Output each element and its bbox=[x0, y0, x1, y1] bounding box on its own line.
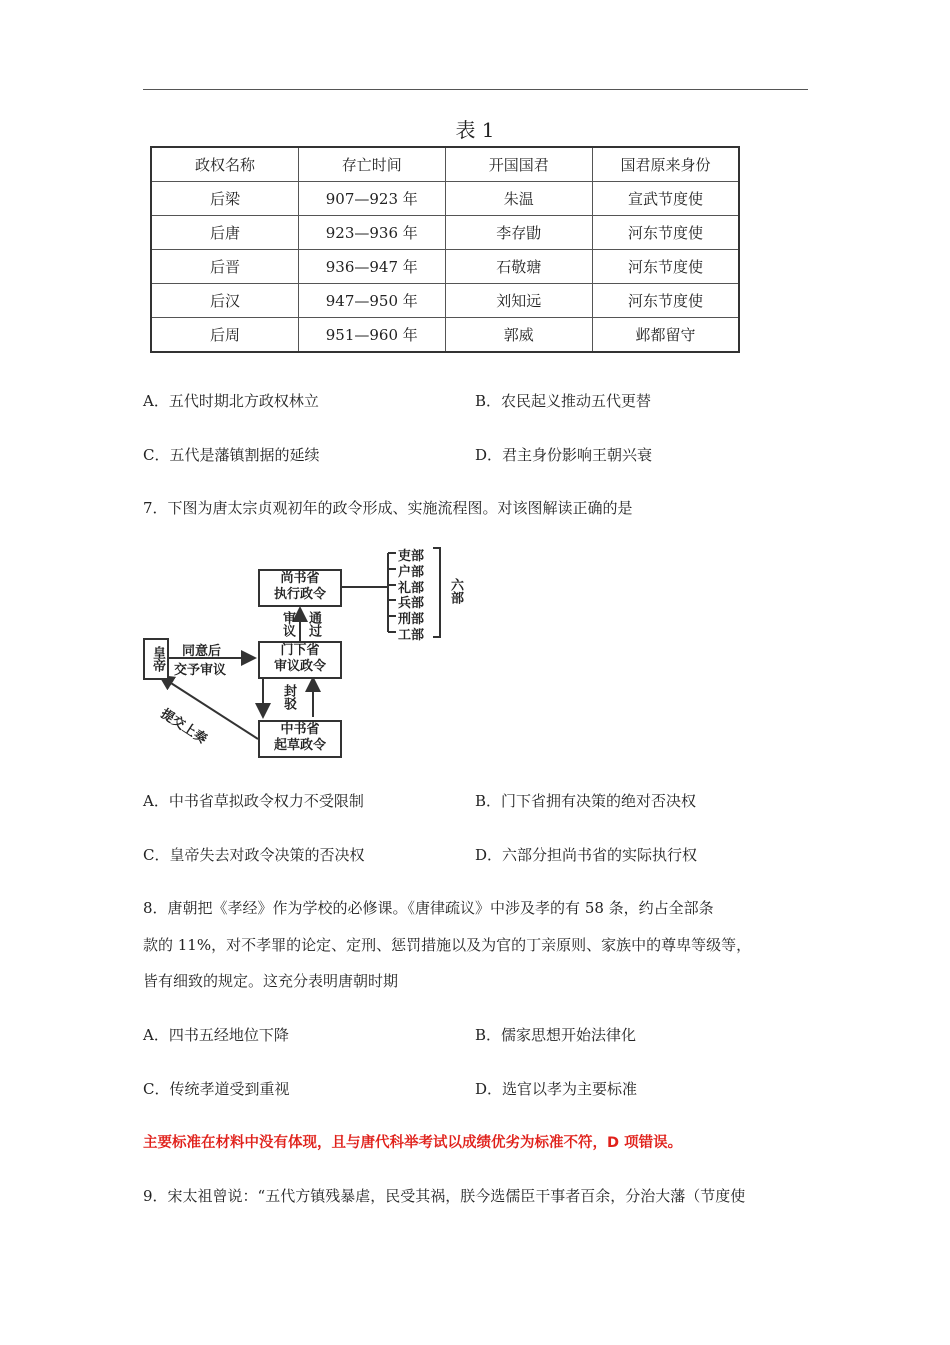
q7-stem: 7．下图为唐太宗贞观初年的政令形成、实施流程图。对该图解读正确的是 bbox=[143, 499, 633, 517]
q8-stem-line-1: 8．唐朝把《孝经》作为学校的必修课。《唐律疏议》中涉及孝的有 58 条，约占全部条 bbox=[143, 899, 714, 917]
table-cell: 后梁 bbox=[151, 182, 298, 216]
q6-option-c: C．五代是藩镇割据的延续 bbox=[143, 446, 320, 464]
six-ministries-label: 六部 bbox=[448, 578, 463, 604]
q8-option-c: C．传统孝道受到重视 bbox=[143, 1080, 290, 1098]
q6-option-a: A．五代时期北方政权林立 bbox=[143, 392, 319, 410]
q6-option-b: B．农民起义推动五代更替 bbox=[475, 392, 652, 410]
table-cell: 郭威 bbox=[445, 318, 592, 353]
table-cell: 923—936 年 bbox=[298, 216, 445, 250]
ministry-gong-works: 工部 bbox=[398, 628, 425, 643]
table-cell: 河东节度使 bbox=[592, 284, 739, 318]
ministry-li-personnel: 吏部 bbox=[398, 549, 425, 564]
q7-option-b: B．门下省拥有决策的绝对否决权 bbox=[475, 792, 697, 810]
menxia-box bbox=[258, 641, 342, 679]
review-label: 审议 bbox=[280, 611, 295, 637]
zhongshu-box bbox=[258, 720, 342, 758]
q8-stem-line-3: 皆有细致的规定。这充分表明唐朝时期 bbox=[143, 972, 399, 990]
submit-review-label: 交予审议 bbox=[174, 663, 227, 678]
table-cell: 李存勖 bbox=[445, 216, 592, 250]
q7-option-c: C．皇帝失去对政令决策的否决权 bbox=[143, 846, 365, 864]
table-cell: 947—950 年 bbox=[298, 284, 445, 318]
table-caption: 表 1 bbox=[455, 118, 495, 142]
menxia-label: 门下省 bbox=[280, 643, 320, 658]
menxia-sub-label: 审议政令 bbox=[273, 659, 326, 674]
q8-option-b: B．儒家思想开始法律化 bbox=[475, 1026, 637, 1044]
veto-label: 封驳 bbox=[281, 684, 296, 710]
q7-option-d: D．六部分担尚书省的实际执行权 bbox=[475, 846, 698, 864]
q6-option-d: D．君主身份影响王朝兴衰 bbox=[475, 446, 653, 464]
table-cell: 后周 bbox=[151, 318, 298, 353]
table-cell: 河东节度使 bbox=[592, 250, 739, 284]
table-cell: 907—923 年 bbox=[298, 182, 445, 216]
header-cell: 存亡时间 bbox=[298, 147, 445, 182]
table-cell: 后唐 bbox=[151, 216, 298, 250]
table-cell: 后汉 bbox=[151, 284, 298, 318]
zhongshu-label: 中书省 bbox=[280, 722, 320, 737]
zhongshu-sub-label: 起草政令 bbox=[273, 738, 326, 753]
ministry-li-rites: 礼部 bbox=[398, 581, 425, 596]
table-cell: 刘知远 bbox=[445, 284, 592, 318]
table-cell: 石敬瑭 bbox=[445, 250, 592, 284]
q7-option-a: A．中书省草拟政令权力不受限制 bbox=[143, 792, 364, 810]
q8-option-a: A．四书五经地位下降 bbox=[143, 1026, 289, 1044]
ministry-bing-war: 兵部 bbox=[398, 596, 425, 611]
agree-label: 同意后 bbox=[182, 644, 222, 659]
table-cell: 951—960 年 bbox=[298, 318, 445, 353]
emperor-box: 皇帝 bbox=[143, 638, 169, 680]
q9-stem-line-1: 9．宋太祖曾说：“五代方镇残暴虐，民受其祸，朕今选儒臣干事者百余，分治大藩（节度使 bbox=[143, 1187, 746, 1205]
table-cell: 936—947 年 bbox=[298, 250, 445, 284]
table-cell: 朱温 bbox=[445, 182, 592, 216]
q8-option-d: D．选官以孝为主要标准 bbox=[475, 1080, 638, 1098]
table-cell: 河东节度使 bbox=[592, 216, 739, 250]
ministry-xing-justice: 刑部 bbox=[398, 612, 425, 627]
header-cell: 国君原来身份 bbox=[592, 147, 739, 182]
shangshu-sub-label: 执行政令 bbox=[273, 587, 326, 602]
ministry-hu-revenue: 户部 bbox=[398, 565, 425, 580]
table-cell: 后晋 bbox=[151, 250, 298, 284]
memorial-label: 提交上奏 bbox=[157, 706, 210, 748]
table-cell: 宣武节度使 bbox=[592, 182, 739, 216]
q8-stem-line-2: 款的 11%，对不孝罪的论定、定刑、惩罚措施以及为官的丁亲原则、家族中的尊卑等级等， bbox=[143, 936, 752, 954]
header-cell: 开国国君 bbox=[445, 147, 592, 182]
shangshu-label: 尚书省 bbox=[280, 571, 320, 586]
table-cell: 邺都留守 bbox=[592, 318, 739, 353]
shangshu-box bbox=[258, 569, 342, 607]
pass-label: 通过 bbox=[306, 611, 321, 637]
answer-note: 主要标准在材料中没有体现，且与唐代科举考试以成绩优劣为标准不符，D 项错误。 bbox=[143, 1135, 683, 1151]
header-cell: 政权名称 bbox=[151, 147, 298, 182]
